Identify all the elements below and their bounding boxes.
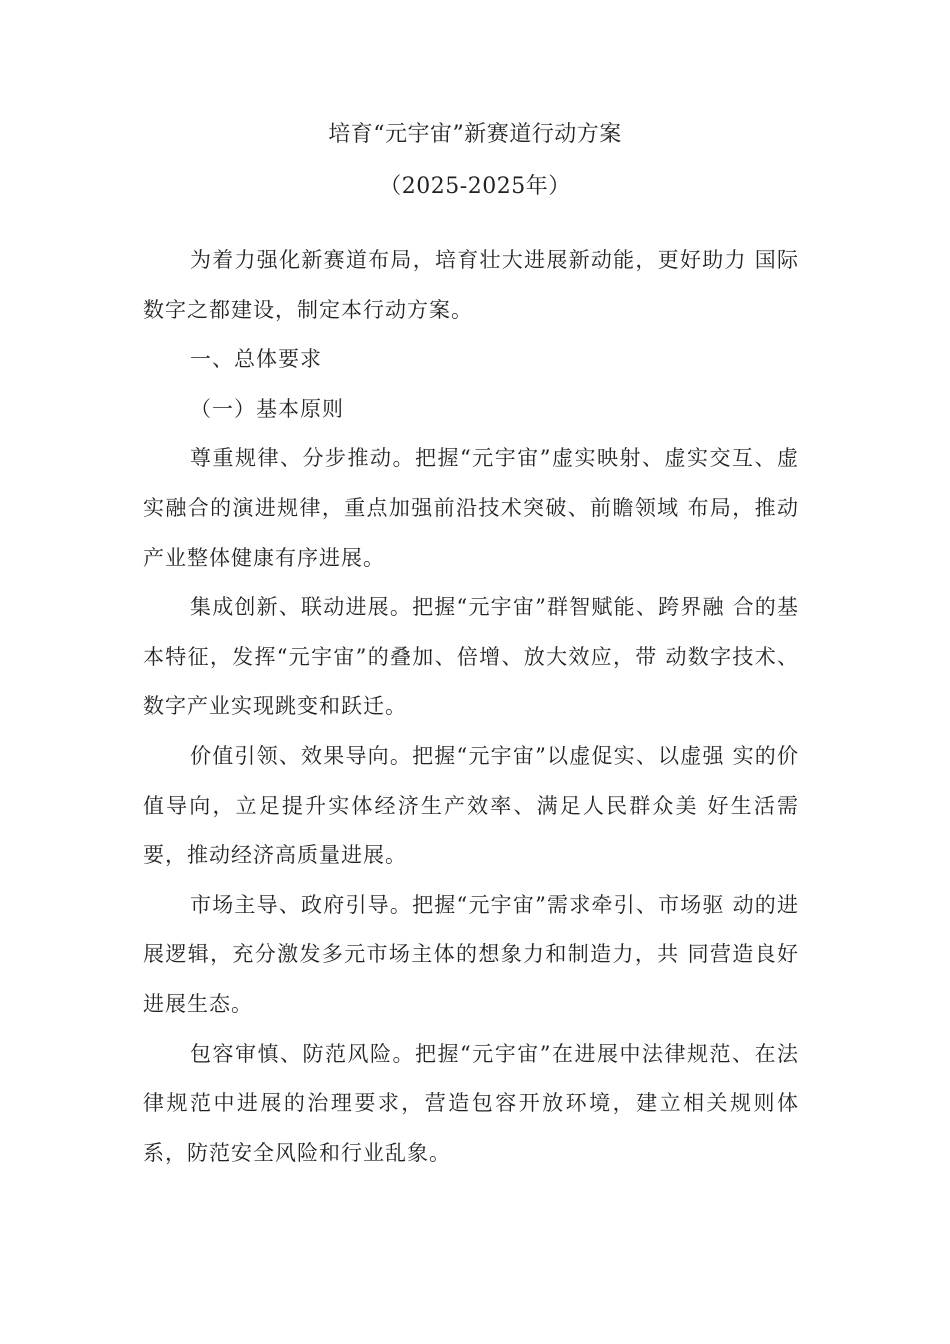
section-heading: 一、总体要求 <box>190 347 322 372</box>
subsection-heading: （一）基本原则 <box>190 396 344 421</box>
document-subtitle: （2025-2025年） <box>379 174 571 199</box>
principle-paragraph: 尊重规律、分步推动。把握“元宇宙”虚实映射、虚实交互、虚实融合的演进规律，重点加强前沿技术突破、前瞻领域 布局，推动产业整体健康有序进展。 <box>143 446 799 570</box>
principle-paragraph: 价值引领、效果导向。把握“元宇宙”以虚促实、以虚强 实的价值导向，立足提升实体经济生产效率、满足人民群众美 好生活需要，推动经济高质量进展。 <box>143 743 799 868</box>
document-body <box>143 236 799 1178</box>
principle-paragraph: 市场主导、政府引导。把握“元宇宙”需求牵引、市场驱 动的进展逻辑，充分激发多元市场主体的想象力和制造力，共 同营造良好进展生态。 <box>143 892 799 1016</box>
principle-paragraph: 包容审慎、防范风险。把握“元宇宙”在进展中法律规范、在法律规范中进展的治理要求，营造包容开放环境，建立相关规则体系，防范安全风险和行业乱象。 <box>143 1041 799 1165</box>
intro-paragraph: 为着力强化新赛道布局，培育壮大进展新动能，更好助力 国际数字之都建设，制定本行动方案。 <box>143 248 799 322</box>
document-title: 培育“元宇宙”新赛道行动方案 <box>328 122 622 147</box>
principle-paragraph: 集成创新、联动进展。把握“元宇宙”群智赋能、跨界融 合的基本特征，发挥“元宇宙”的叠加、倍增、放大效应，带 动数字技术、数字产业实现跳变和跃迁。 <box>143 595 799 719</box>
